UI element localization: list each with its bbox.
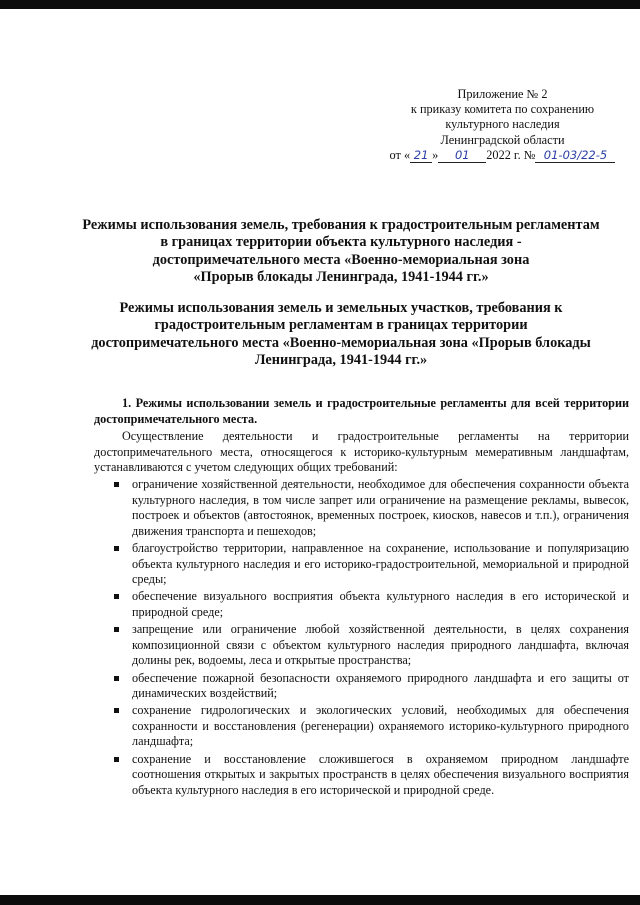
date-prefix: от «	[389, 147, 411, 162]
handwritten-month: 01	[438, 149, 486, 163]
bullet-icon	[114, 627, 119, 632]
list-item	[114, 703, 629, 750]
bullet-icon	[114, 676, 119, 681]
bullet-icon	[114, 757, 119, 762]
title-line: «Прорыв блокады Ленинграда, 1941-1944 гг.»	[193, 268, 489, 285]
section-intro-paragraph: Осуществление деятельности и градостроительные регламенты на территории достопримечательного места, относящегося к историко-культурным мемеративным ландшафтам, устанавливаются с учетом следующих общих требований:	[94, 429, 629, 475]
appendix-line: культурного наследия	[445, 117, 560, 132]
list-item	[114, 622, 629, 669]
scan-border-top	[0, 0, 640, 9]
list-item	[114, 671, 629, 702]
section-heading: 1. Режимы использовании земель и градостроительные регламенты для всей территории достопримечательного места.	[94, 396, 629, 426]
list-item	[114, 589, 629, 620]
list-item-text: обеспечение визуального восприятия объекта культурного наследия в его исторической и природной среде;	[132, 589, 629, 619]
subtitle-line: градостроительным регламентам в границах территории	[154, 317, 528, 334]
subtitle-line: достопримечательного места «Военно-мемориальная зона «Прорыв блокады	[91, 334, 591, 351]
document-subtitle	[60, 300, 622, 369]
list-item-text: благоустройство территории, направленное на сохранение, использование и популяризацию объекта культурного наследия и его историко-градостроительной, мемориальной и природной среды;	[132, 540, 629, 587]
bullet-icon	[114, 708, 119, 713]
list-item	[114, 477, 629, 539]
document-title	[60, 217, 622, 286]
list-item-text: сохранение гидрологических и экологических условий, необходимых для обеспечения сохранности и восстановления (регенерации) охраняемого историко-культурного природного ландшафта;	[132, 703, 629, 749]
requirements-list	[114, 477, 629, 800]
subtitle-line: Ленинграда, 1941-1944 гг.»	[254, 351, 428, 368]
bullet-icon	[114, 594, 119, 599]
title-line: Режимы использования земель, требования к градостроительным регламентам	[82, 217, 600, 233]
list-item-text: обеспечение пожарной безопасности охраняемого природного ландшафта и его защиты от динамических воздействий;	[132, 670, 629, 701]
list-item-text: запрещение или ограничение любой хозяйственной деятельности, в целях сохранения композиционной связи с объектом культурного наследия природного ландшафта, включая долины рек, водоемы, леса и открытые пространства;	[132, 622, 629, 668]
appendix-line: к приказу комитета по сохранению	[410, 102, 595, 117]
handwritten-day: 21	[410, 149, 432, 163]
title-line: в границах территории объекта культурного наследия -	[160, 234, 522, 251]
appendix-line: Приложение № 2	[457, 87, 548, 101]
scan-border-bottom	[0, 895, 640, 905]
appendix-line: Ленинградской области	[440, 132, 565, 147]
order-date-line	[380, 148, 625, 163]
list-item-text: сохранение и восстановление сложившегося в охраняемом природном ландшафте соотношения открытых и закрытых пространств в целях обеспечения визуального восприятия объекта культурного наследия в его исторической и природной среде.	[132, 751, 629, 797]
bullet-icon	[114, 546, 119, 551]
bullet-icon	[114, 482, 119, 487]
subtitle-line: Режимы использования земель и земельных участков, требования к	[119, 300, 563, 316]
list-item	[114, 541, 629, 588]
list-item	[114, 752, 629, 799]
title-line: достопримечательного места «Военно-мемориальная зона	[152, 251, 530, 268]
handwritten-order-number: 01-03/22-5	[535, 149, 615, 163]
appendix-block	[380, 87, 625, 163]
list-item-text: ограничение хозяйственной деятельности, необходимое для обеспечения сохранности объекта культурного наследия, в том числе запрет или ограничение на размещение рекламы, вывесок, построек и объектов (автостоянок, временных построек, киосков, навесов и т.п.), ограничения движения транспорта и пешеходов;	[132, 477, 629, 538]
date-year: 2022 г. №	[486, 147, 536, 162]
date-mid: »	[432, 147, 439, 162]
